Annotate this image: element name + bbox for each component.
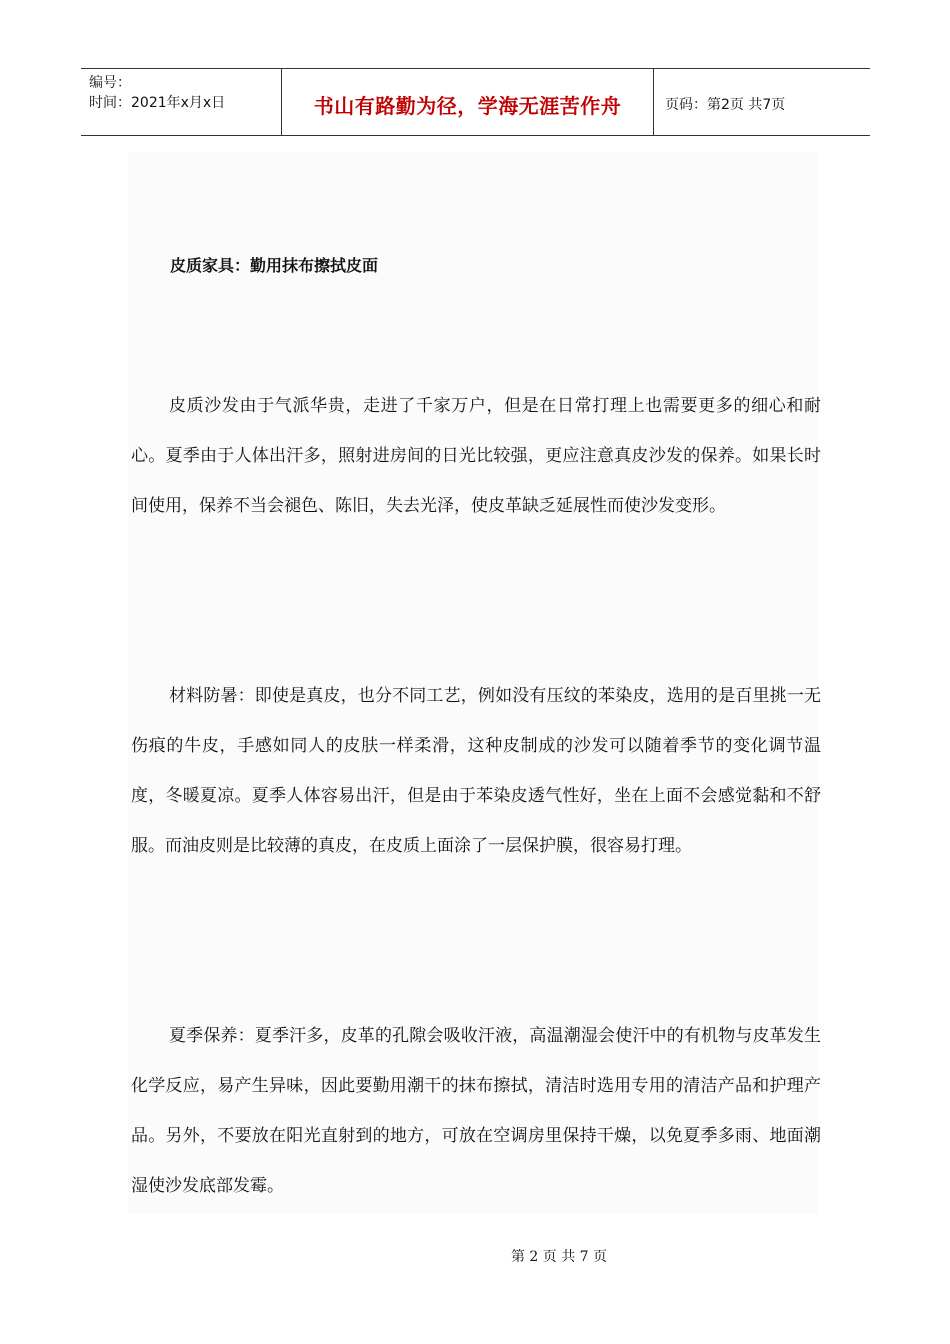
header-meta [81, 69, 281, 135]
header-motto: 书山有路勤为径，学海无涯苦作舟 [281, 69, 654, 135]
header-page-info: 页码：第2页 共7页 [665, 97, 786, 113]
paragraph-intro: 皮质沙发由于气派华贵，走进了千家万户，但是在日常打理上也需要更多的细心和耐心。夏季由于人体出汗多，照射进房间的日光比较强，更应注意真皮沙发的保养。如果长时间使用，保养不当会褪色、陈旧，失去光泽，使皮革缺乏延展性而使沙发变形。 [131, 396, 821, 516]
paragraph-summer-care: 夏季保养：夏季汗多，皮革的孔隙会吸收汗液，高温潮湿会使汗中的有机物与皮革发生化学反应，易产生异味，因此要勤用潮干的抹布擦拭，清洁时选用专用的清洁产品和护理产品。另外，不要放在阳光直射到的地方，可放在空调房里保持干燥，以免夏季多雨、地面潮湿使沙发底部发霉。 [131, 1026, 821, 1196]
paragraph-material: 材料防暑：即使是真皮，也分不同工艺，例如没有压纹的苯染皮，选用的是百里挑一无伤痕的牛皮，手感如同人的皮肤一样柔滑，这种皮制成的沙发可以随着季节的变化调节温度，冬暖夏凉。夏季人体容易出汗，但是由于苯染皮透气性好，坐在上面不会感觉黏和不舒服。而油皮则是比较薄的真皮，在皮质上面涂了一层保护膜，很容易打理。 [131, 686, 821, 856]
document-date: 时间：2021年x月x日 [89, 95, 226, 111]
page-footer: 第 2 页 共 7 页 [510, 1249, 608, 1265]
document-number-label: 编号： [89, 75, 131, 91]
document-header [81, 68, 870, 136]
section-heading: 皮质家具：勤用抹布擦拭皮面 [170, 256, 379, 275]
